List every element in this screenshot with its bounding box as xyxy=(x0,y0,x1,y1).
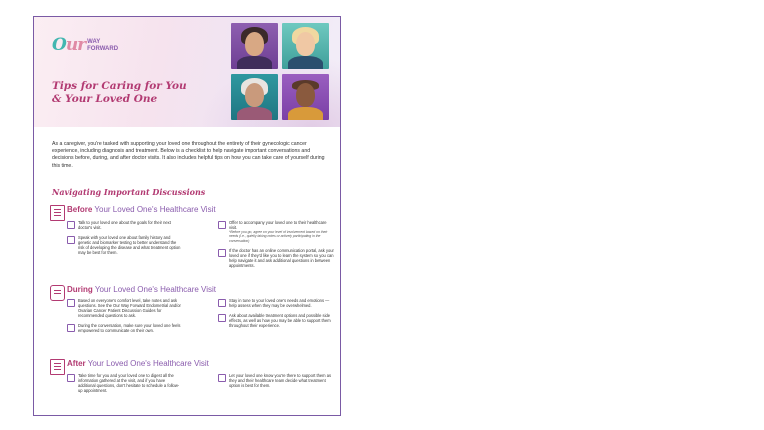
logo-subtext: WAY FORWARD xyxy=(87,38,119,52)
checkbox[interactable] xyxy=(67,221,75,229)
checkbox[interactable] xyxy=(67,236,75,244)
during-left-column xyxy=(67,298,183,339)
checklist-item: Let your loved one know you're there to support them as they and their healthcare team decide what treatment option is best for them. xyxy=(218,373,334,388)
checkbox[interactable] xyxy=(218,299,226,307)
portrait-image-4 xyxy=(282,74,329,120)
checklist-icon xyxy=(50,359,65,375)
logo-wordmark: Our xyxy=(52,35,86,55)
during-visit-heading: During Your Loved One's Healthcare Visit xyxy=(67,285,217,294)
checklist-item: Offer to accompany your loved one to their healthcare visit. *Before you go, agree on your level of involvement based on their needs (i.e., quietly taking notes or actively participating in the conversation) xyxy=(218,220,334,243)
checklist-item: If the doctor has an online communication portal, ask your loved one if they'd like you to learn the system so you can help navigate it and ask additional questions in between appointments. xyxy=(218,248,334,268)
logo xyxy=(52,37,118,54)
portrait-image-2 xyxy=(282,23,329,69)
after-visit-heading: After Your Loved One's Healthcare Visit xyxy=(67,359,209,368)
during-right-column xyxy=(218,298,334,333)
checkbox[interactable] xyxy=(67,299,75,307)
checkbox[interactable] xyxy=(67,324,75,332)
checkbox[interactable] xyxy=(218,374,226,382)
after-left-column xyxy=(67,373,183,398)
checklist-icon xyxy=(50,205,65,221)
face-shape xyxy=(296,32,315,56)
portrait-image-3 xyxy=(231,74,278,120)
checklist-item: Based on everyone's comfort level, take notes and ask questions. See the Our Way Forward Endometrial and/or Ovarian Cancer Patient Discussion Guides for recommended questions to ask. xyxy=(67,298,183,318)
body-shape xyxy=(288,56,323,69)
body-shape xyxy=(237,56,272,69)
checkbox[interactable] xyxy=(218,314,226,322)
checklist-item: Ask about available treatment options and possible side effects, as well as how you may be able to support them throughout their experience. xyxy=(218,313,334,328)
section-heading: Navigating Important Discussions xyxy=(52,187,206,197)
checkbox[interactable] xyxy=(218,221,226,229)
before-right-column xyxy=(218,220,334,273)
checklist-item: Speak with your loved one about family history and genetic and biomarker testing to better understand the risk of developing the disease and what treatment option may be best for them. xyxy=(67,235,183,255)
face-shape xyxy=(245,32,264,56)
checklist-item: Take time for you and your loved one to digest all the information gathered at the visit, and if you have additional questions, don't hesitate to schedule a follow-up appointment. xyxy=(67,373,183,393)
chat-icon xyxy=(50,285,65,301)
checkbox[interactable] xyxy=(218,249,226,257)
face-shape xyxy=(245,83,264,107)
portrait-image-1 xyxy=(231,23,278,69)
checklist-item: Talk to your loved one about the goals for their next doctor's visit. xyxy=(67,220,183,230)
checklist-item: Stay in tune to your loved one's needs and emotions — help assess when they may be overwhelmed. xyxy=(218,298,334,308)
checkbox[interactable] xyxy=(67,374,75,382)
face-shape xyxy=(296,83,315,107)
intro-paragraph: As a caregiver, you're tasked with supporting your loved one throughout the entirety of their gynecologic cancer experience, including diagnosis and treatment. Below is a checklist to help navigate important conversations and decisions before, during, and after doctor visits. It also includes helpful tips on how you can take care of yourself during this time. xyxy=(52,141,325,169)
after-right-column xyxy=(218,373,334,393)
body-shape xyxy=(288,107,323,120)
page-title: Tips for Caring for You & Your Loved One xyxy=(52,80,187,105)
checklist-item: During the conversation, make sure your loved one feels empowered to communicate on their own. xyxy=(67,323,183,333)
before-left-column xyxy=(67,220,183,261)
before-visit-heading: Before Your Loved One's Healthcare Visit xyxy=(67,205,216,214)
body-shape xyxy=(237,107,272,120)
document-page xyxy=(33,16,341,416)
